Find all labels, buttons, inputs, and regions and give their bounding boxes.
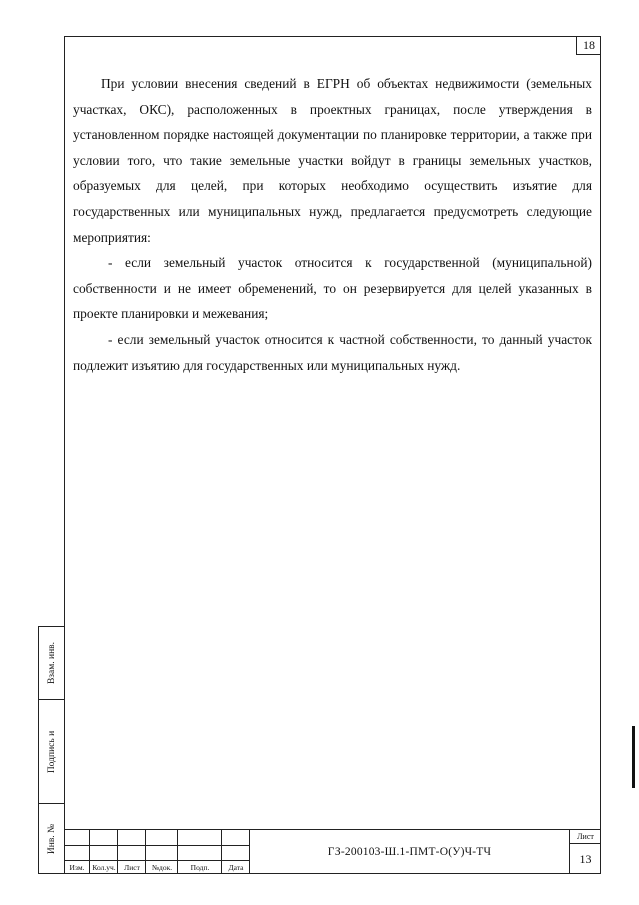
- side-label-signature: Подпись и: [47, 730, 57, 773]
- paragraph-item-state-property: - если земельный участок относится к государственной (муниципальной) собственности и не имеет обременений, то он резервируется для целей указанных в проекте планировки и межевания;: [73, 255, 592, 322]
- header-change: Изм.: [69, 863, 85, 872]
- sheet-label: Лист: [570, 830, 601, 844]
- document-code: ГЗ-200103-Ш.1-ПМТ-О(У)Ч-ТЧ: [327, 846, 492, 858]
- side-cell-inventory: [39, 804, 65, 874]
- document-body: [73, 71, 592, 378]
- sheet-number: 13: [579, 852, 592, 866]
- side-approval-strip: [38, 626, 64, 874]
- side-label-replacement-inventory: Взам. инв.: [47, 641, 57, 685]
- revision-row-line: [64, 845, 250, 846]
- paragraph-intro: При условии внесения сведений в ЕГРН об объектах недвижимости (земельных участках, ОКС), расположенных в проектных границах, после утверждения в установленном порядке настоящей документации по планировке территории, а также при условии того, что такие земельные участки войдут в границы земельных участков, образуемых для целей, при которых необходимо осуществить изъятие для государственных или муниципальных нужд, предлагается предусмотреть следующие мероприятия:: [73, 76, 592, 245]
- paragraph-item-private-property: - если земельный участок относится к частной собственности, то данный участок подлежит изъятию для государственных или муниципальных нужд.: [73, 331, 592, 373]
- header-date: Дата: [228, 863, 244, 872]
- header-signature: Подп.: [190, 863, 210, 872]
- sheet-box: [569, 830, 601, 874]
- title-block: [64, 829, 601, 874]
- header-sheet: Лист: [124, 863, 140, 872]
- page-number: 18: [576, 36, 601, 55]
- scan-edge-mark: [632, 726, 635, 788]
- revision-table: [64, 830, 250, 874]
- side-cell-signature: [39, 700, 65, 804]
- side-label-inventory-number: Инв. №: [47, 823, 57, 855]
- side-cell-replacement: [39, 627, 65, 700]
- header-docnum: №док.: [151, 863, 173, 872]
- header-count: Кол.уч.: [92, 863, 116, 872]
